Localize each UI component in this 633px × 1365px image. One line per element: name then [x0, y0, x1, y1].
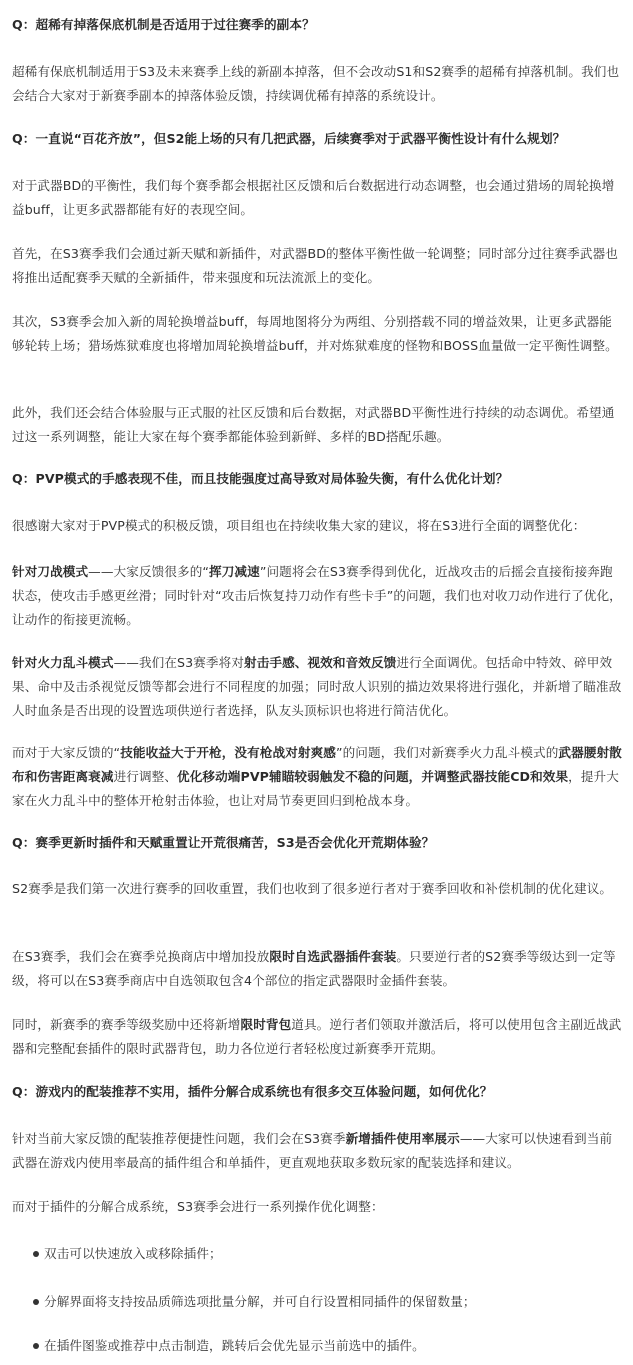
answer-3-intro: 很感谢大家对于PVP模式的积极反馈，项目组也在持续收集大家的建议，将在S3进行全面的调整优化：: [12, 518, 586, 533]
skill-text-4: ，提升大家在火力乱斗中的整体开枪射击体验，也让对局节奏更回归到枪战本身。: [12, 769, 619, 808]
question-1: Q：超稀有掉落保底机制是否适用于过往赛季的副本？: [12, 17, 315, 32]
answer-2-para-1: 对于武器BD的平衡性，我们每个赛季都会根据社区反馈和后台数据进行动态调整，也会通过猎场的周轮换增益buff，让更多武器都能有好的表现空间。: [12, 178, 615, 217]
bullet-icon: [33, 1299, 39, 1305]
list-item-text: 分解界面将支持按品质筛选项批量分解，并可自行设置相同插件的保留数量；: [44, 1294, 476, 1309]
answer-4-bold: 限时自选武器插件套装: [269, 949, 397, 964]
answer-5-text-1: 针对当前大家反馈的配装推荐便捷性问题，我们会在S3赛季: [12, 1131, 346, 1146]
melee-mode-label: 针对刀战模式: [12, 564, 89, 579]
list-item: [33, 1290, 623, 1314]
bullet-icon: [33, 1343, 39, 1349]
skill-text-1: 而对于大家反馈的“: [12, 745, 121, 760]
skill-bold-3: 优化移动端PVP辅瞄较弱触发不稳的问题，并调整武器技能CD和效果: [177, 769, 569, 784]
answer-4-text-4: 道具。逆行者们领取并激活后，将可以使用包含主副近战武器和完整配套插件的限时武器背包，助力各位逆行者轻松度过新赛季开荒期。: [12, 1017, 622, 1056]
list-item-text: 双击可以快速放入或移除插件；: [44, 1246, 222, 1261]
skill-text-3: 进行调整、: [113, 769, 178, 784]
answer-3-melee: [12, 560, 623, 632]
question-5: Q：游戏内的配装推荐不实用，插件分解合成系统也有很多交互体验问题，如何优化？: [12, 1084, 493, 1099]
question-4: Q：赛季更新时插件和天赋重置让开荒很痛苦，S3是否会优化开荒期体验？: [12, 835, 435, 850]
answer-4-para-2: [12, 945, 623, 993]
list-item: [33, 1242, 623, 1266]
melee-text-2: ”问题将会在S3赛季得到优化，近战攻击的后摇会直接衔接奔跑状态，使攻击手感更丝滑；同时针对“攻击后恢复持刀动作有些卡手”的问题，我们也对收刀动作进行了优化，让动作的衔接更流畅。: [12, 564, 622, 627]
fire-bold: 射击手感、视效和音效反馈: [244, 655, 397, 670]
list-item-text: 在插件图鉴或推荐中点击制造，跳转后会优先显示当前选中的插件。: [44, 1338, 425, 1353]
fire-text-2: 进行全面调优。包括命中特效、碎甲效果、命中及击杀视觉反馈等都会进行不同程度的加强；同时敌人识别的描边效果将进行强化，并新增了瞄准敌人时血条是否出现的设置选项供逆行者选择，队友头顶标识也将进行简洁优化。: [12, 655, 622, 718]
melee-text-1: ——大家反馈很多的“: [88, 564, 210, 579]
list-item: [33, 1334, 623, 1358]
answer-5-text-2: ——大家可以快速看到当前武器在游戏内使用率最高的插件组合和单插件，更直观地获取多数玩家的配装选择和建议。: [12, 1131, 613, 1170]
answer-3-skill: [12, 741, 623, 813]
answer-4-text-1: 在S3赛季，我们会在赛季兑换商店中增加投放: [12, 949, 270, 964]
question-2: Q：一直说“百花齐放”，但S2能上场的只有几把武器，后续赛季对于武器平衡性设计有什么规划？: [12, 131, 566, 146]
answer-2-para-4: 此外，我们还会结合体验服与正式服的社区反馈和后台数据，对武器BD平衡性进行持续的动态调优。希望通过这一系列调整，能让大家在每个赛季都能体验到新鲜、多样的BD搭配乐趣。: [12, 405, 615, 444]
answer-5-para-1: [12, 1127, 623, 1175]
answer-5-bold: 新增插件使用率展示: [345, 1131, 460, 1146]
answer-4-para-1: S2赛季是我们第一次进行赛季的回收重置，我们也收到了很多逆行者对于赛季回收和补偿机制的优化建议。: [12, 881, 613, 896]
answer-1-para-1: 超稀有保底机制适用于S3及未来赛季上线的新副本掉落，但不会改动S1和S2赛季的超稀有掉落机制。我们也会结合大家对于新赛季副本的掉落体验反馈，持续调优稀有掉落的系统设计。: [12, 64, 620, 103]
firefight-mode-label: 针对火力乱斗模式: [12, 655, 114, 670]
answer-4-para-3: [12, 1013, 623, 1061]
answer-3-firefight: [12, 651, 623, 723]
answer-2-para-3: 其次，S3赛季会加入新的周轮换增益buff，每周地图将分为两组、分别搭载不同的增益效果，让更多武器能够轮转上场；猎场炼狱难度也将增加周轮换增益buff，并对炼狱难度的怪物和BOSS血量做一定平衡性调整。: [12, 314, 618, 353]
melee-bold: 挥刀减速: [209, 564, 260, 579]
answer-4-bold-2: 限时背包: [240, 1017, 292, 1032]
answer-4-text-3: 同时，新赛季的赛季等级奖励中还将新增: [12, 1017, 241, 1032]
answer-4-text-2: 。只要逆行者的S2赛季等级达到一定等级，将可以在S3赛季商店中自选领取包含4个部位的指定武器限时金插件套装。: [12, 949, 616, 988]
bullet-icon: [33, 1251, 39, 1257]
question-3: Q：PVP模式的手感表现不佳，而且技能强度过高导致对局体验失衡，有什么优化计划？: [12, 471, 509, 486]
fire-text-1: ——我们在S3赛季将对: [113, 655, 245, 670]
answer-5-para-2: 而对于插件的分解合成系统，S3赛季会进行一系列操作优化调整：: [12, 1199, 384, 1214]
skill-text-2: ”的问题，我们对新赛季火力乱斗模式的: [335, 745, 559, 760]
skill-bold-1: 技能收益大于开枪，没有枪战对射爽感: [120, 745, 336, 760]
answer-2-para-2: 首先，在S3赛季我们会通过新天赋和新插件，对武器BD的整体平衡性做一轮调整；同时部分过往赛季武器也将推出适配赛季天赋的全新插件，带来强度和玩法流派上的变化。: [12, 246, 618, 285]
skill-bold-2: 武器腰射散布和伤害距离衰减: [12, 745, 622, 784]
